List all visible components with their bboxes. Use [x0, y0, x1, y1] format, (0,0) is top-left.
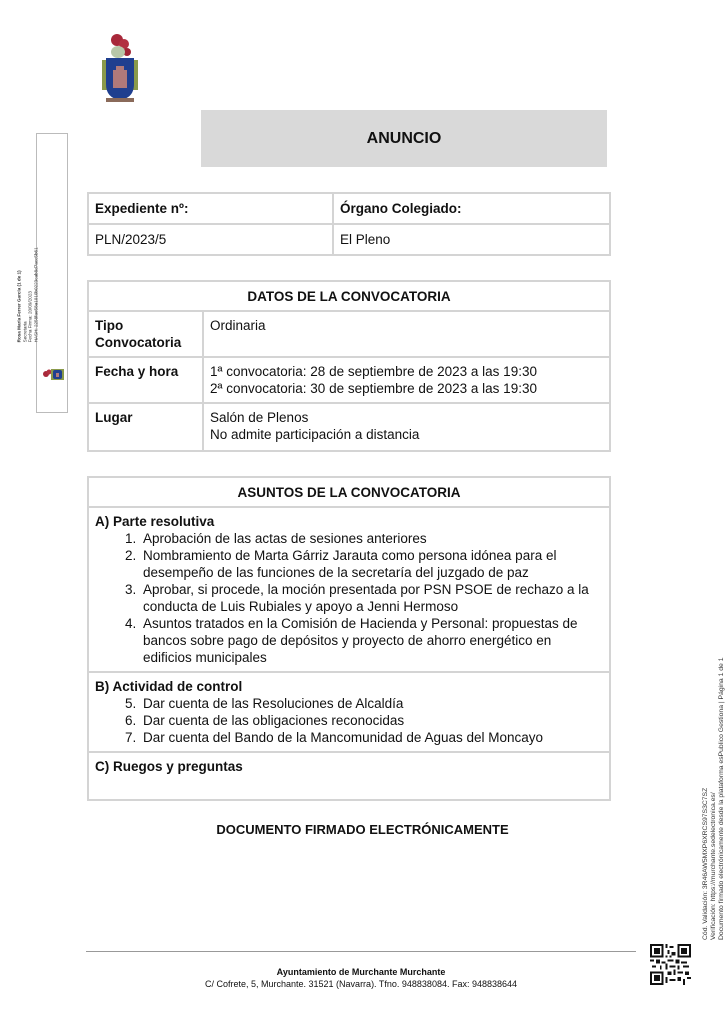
datos-convocatoria-table	[87, 280, 611, 452]
verification-text	[702, 630, 725, 940]
expediente-table	[87, 192, 611, 256]
tipo-label: Tipo Convocatoria	[88, 311, 203, 357]
lugar-line-2: No admite participación a distancia	[210, 427, 420, 442]
list-item: 2. Nombramiento de Marta Gárriz Jarauta como persona idónea para el desempeño de las funciones de la secretaría del juzgado de paz	[125, 548, 557, 580]
section-a-list	[95, 530, 603, 666]
fecha-primera: 1ª convocatoria: 28 de septiembre de 2023 a las 19:30	[210, 364, 537, 379]
list-item: 6. Dar cuenta de las obligaciones reconocidas	[125, 713, 405, 728]
list-item: 4. Asuntos tratados en la Comisión de Hacienda y Personal: propuestas de bancos sobre pago de depósitos y proyecto de ahorro energético en edificios municipales	[125, 616, 578, 665]
footer-organization: Ayuntamiento de Murchante Murchante	[276, 967, 446, 977]
list-item: 3. Aprobar, si procede, la moción presentada por PSN PSOE de rechazo a la conducta de Luis Rubiales y apoyo a Jenni Hermoso	[125, 582, 589, 614]
footer-divider	[86, 951, 636, 952]
validation-code: Cód. Validación: 3R46AW5MXP6XRCS97S3C7SZ	[702, 787, 709, 940]
signature-date: Fecha Firma: 20/09/2023	[27, 290, 33, 342]
signer-role: Secretaria	[22, 321, 28, 342]
section-b	[88, 672, 610, 752]
asuntos-heading: ASUNTOS DE LA CONVOCATORIA	[88, 477, 610, 507]
datos-heading: DATOS DE LA CONVOCATORIA	[88, 281, 610, 311]
list-item: 7. Dar cuenta del Bando de la Mancomunidad de Aguas del Moncayo	[125, 730, 544, 745]
expediente-value: PLN/2023/5	[88, 224, 333, 255]
signature-text	[17, 152, 39, 342]
asuntos-table	[87, 476, 611, 801]
footer-address: C/ Cofrete, 5, Murchante. 31521 (Navarra). Tfno. 948838084. Fax: 948838644	[204, 979, 518, 989]
signer-name: Rosa María Ferrer García (1 de 1)	[16, 269, 22, 342]
section-b-list	[95, 695, 603, 746]
section-b-title: B) Actividad de control	[95, 679, 243, 694]
qr-code-icon[interactable]	[650, 944, 691, 985]
organo-label: Órgano Colegiado:	[333, 193, 610, 224]
section-a-title: A) Parte resolutiva	[95, 514, 215, 529]
platform-note: Documento firmado electrónicamente desde la plataforma esPublico Gestiona | Página 1 de 1	[718, 657, 725, 940]
mini-coat-of-arms-icon	[41, 366, 65, 382]
lugar-line-1: Salón de Plenos	[210, 410, 309, 425]
section-c	[88, 752, 610, 800]
section-a	[88, 507, 610, 672]
section-c-title: C) Ruegos y preguntas	[95, 759, 243, 774]
list-item: 5. Dar cuenta de las Resoluciones de Alcaldía	[125, 696, 404, 711]
tipo-value: Ordinaria	[203, 311, 610, 357]
lugar-label: Lugar	[88, 403, 203, 451]
signed-notice: DOCUMENTO FIRMADO ELECTRÓNICAMENTE	[216, 822, 509, 837]
verification-url[interactable]: Verificación: https://murchante.sedelectronica.es/	[710, 792, 717, 940]
footer	[86, 966, 636, 990]
fecha-label: Fecha y hora	[88, 357, 203, 403]
document-title: ANUNCIO	[366, 129, 442, 147]
list-item: 1. Aprobación de las actas de sesiones anteriores	[125, 531, 427, 546]
document-title-banner	[201, 110, 607, 167]
organo-value: El Pleno	[333, 224, 610, 255]
expediente-label: Expediente nº:	[88, 193, 333, 224]
fecha-value	[203, 357, 610, 403]
coat-of-arms-icon	[100, 32, 140, 104]
lugar-value	[203, 403, 610, 451]
signature-stamp	[16, 133, 68, 413]
signature-hash: HASH: 2258fae58a1010b0223cab8d7acc5b61	[33, 246, 39, 342]
fecha-segunda: 2ª convocatoria: 30 de septiembre de 2023 a las 19:30	[210, 381, 537, 396]
